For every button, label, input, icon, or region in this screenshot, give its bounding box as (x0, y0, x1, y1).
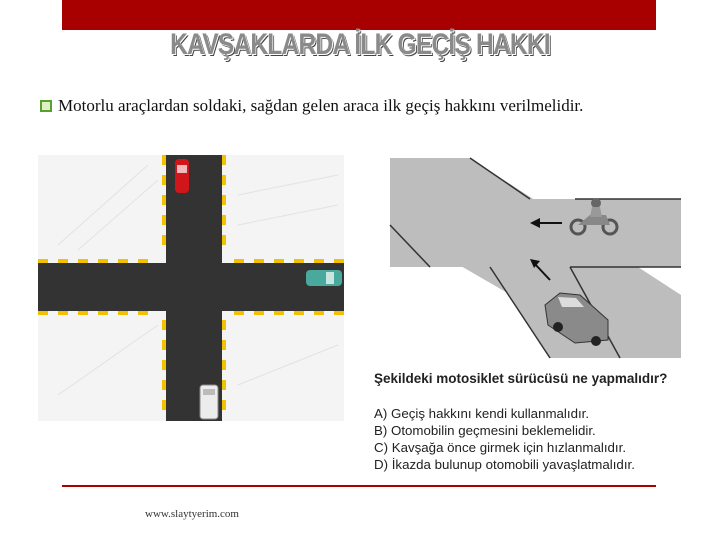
footer-url: www.slaytyerim.com (145, 508, 239, 520)
road-scene-svg (370, 155, 681, 365)
checkbox-bullet-icon (40, 100, 52, 112)
slide-title: KAVŞAKLARDA İLK GEÇİŞ HAKKI (170, 28, 550, 61)
teal-car-icon (306, 270, 342, 286)
option-d: D) İkazda bulunup otomobili yavaşlatmalıdır. (374, 457, 635, 472)
quiz-question: Şekildeki motosiklet sürücüsü ne yapmalıdır? (374, 371, 668, 386)
bullet-point (40, 96, 583, 116)
bullet-text: Motorlu araçlardan soldaki, sağdan gelen araca ilk geçiş hakkını verilmelidir. (58, 96, 584, 115)
quiz-options (374, 405, 635, 473)
top-accent-bar (62, 0, 656, 30)
intersection-illustration (38, 155, 344, 421)
white-car-icon (200, 385, 218, 419)
option-c: C) Kavşağa önce girmek için hızlanmalıdır. (374, 440, 627, 455)
quiz-illustration (370, 155, 681, 482)
bottom-accent-line (62, 485, 656, 487)
intersection-svg (38, 155, 344, 421)
option-a: A) Geçiş hakkını kendi kullanmalıdır. (374, 406, 590, 421)
option-b: B) Otomobilin geçmesini beklemelidir. (374, 423, 596, 438)
red-car-icon (175, 159, 189, 193)
